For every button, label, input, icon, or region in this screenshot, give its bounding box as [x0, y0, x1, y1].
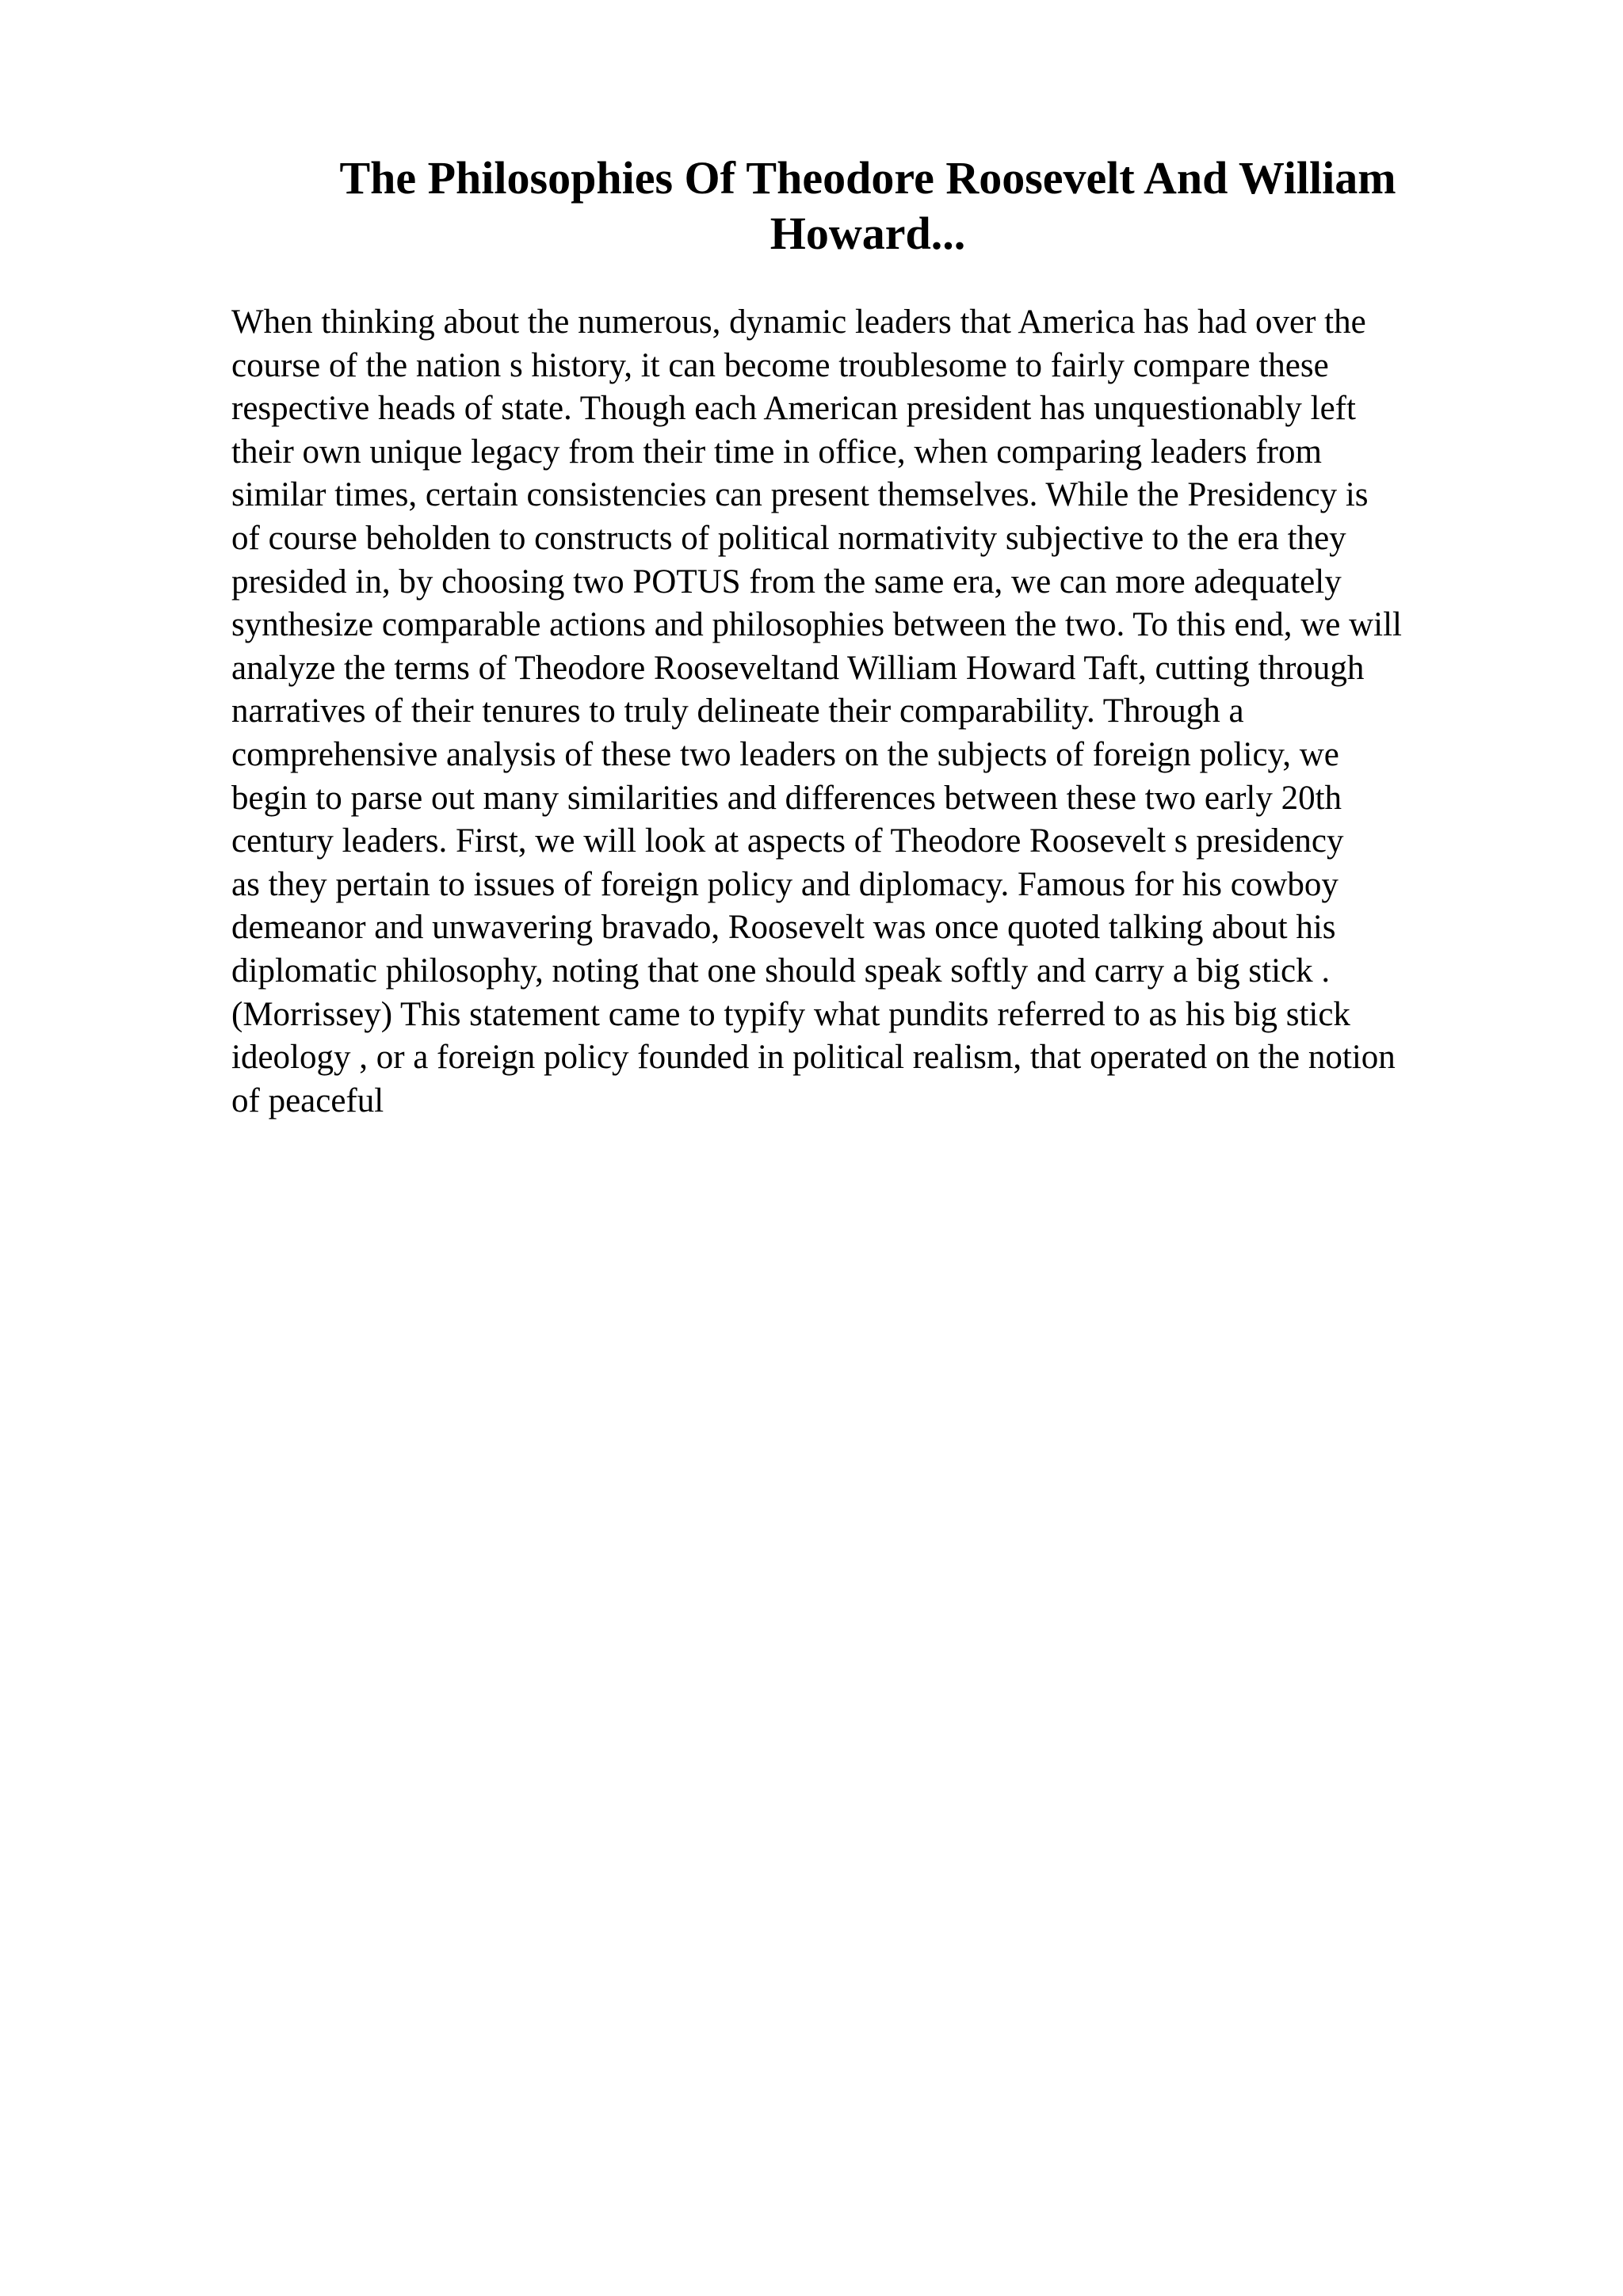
body-line: similar times, certain consistencies can present themselves. While the Presidency is: [231, 476, 1369, 514]
document-title-line-2: Howard...: [769, 208, 966, 259]
document-body: [231, 301, 1515, 1123]
body-line: ideology , or a foreign policy founded in political realism, that operated on the notion: [231, 1039, 1396, 1077]
body-line: as they pertain to issues of foreign policy and diplomacy. Famous for his cowboy: [231, 865, 1338, 903]
body-line: narratives of their tenures to truly delineate their comparability. Through a: [231, 692, 1244, 730]
body-line: diplomatic philosophy, noting that one should speak softly and carry a big stick .: [231, 952, 1331, 990]
body-line: demeanor and unwavering bravado, Roosevelt was once quoted talking about his: [231, 909, 1336, 947]
body-line: century leaders. First, we will look at aspects of Theodore Roosevelt s presidency: [231, 822, 1344, 860]
body-line: of course beholden to constructs of political normativity subjective to the era they: [231, 519, 1346, 557]
body-line: of peaceful: [231, 1081, 384, 1119]
document-title: [230, 151, 1506, 261]
body-line: presided in, by choosing two POTUS from the same era, we can more adequately: [231, 563, 1342, 601]
body-line: When thinking about the numerous, dynamic leaders that America has had over the: [231, 303, 1366, 341]
body-line: respective heads of state. Though each American president has unquestionably left: [231, 390, 1356, 428]
body-line: their own unique legacy from their time in office, when comparing leaders from: [231, 433, 1322, 471]
body-line: synthesize comparable actions and philosophies between the two. To this end, we will: [231, 606, 1402, 644]
document-title-line-1: The Philosophies Of Theodore Roosevelt And William: [339, 152, 1396, 204]
body-line: begin to parse out many similarities and differences between these two early 20th: [231, 779, 1342, 817]
body-line: course of the nation s history, it can become troublesome to fairly compare these: [231, 346, 1329, 384]
body-line: (Morrissey) This statement came to typify what pundits referred to as his big stick: [231, 995, 1350, 1033]
body-line: comprehensive analysis of these two leaders on the subjects of foreign policy, we: [231, 735, 1339, 773]
body-line: analyze the terms of Theodore Rooseveltand William Howard Taft, cutting through: [231, 649, 1365, 687]
